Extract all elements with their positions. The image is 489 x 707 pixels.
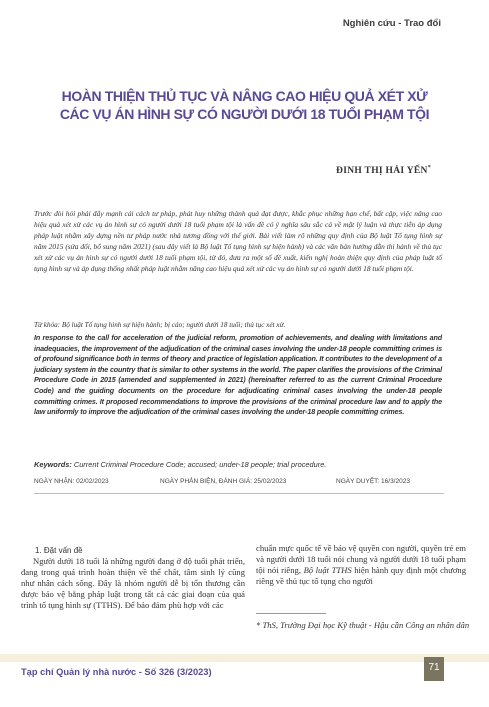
footnote-divider bbox=[256, 613, 326, 614]
divider bbox=[34, 493, 444, 494]
keywords-text: Current Criminal Procedure Code; accused; under-18 people; trial procedure. bbox=[71, 460, 327, 469]
keywords-label: Keywords: bbox=[34, 460, 72, 469]
date-reviewed: NGÀY PHẢN BIỆN, ĐÁNH GIÁ: 25/02/2023 bbox=[160, 478, 287, 485]
date-accepted: NGÀY DUYỆT: 16/3/2023 bbox=[336, 478, 410, 485]
article-title bbox=[20, 87, 469, 123]
keywords-vietnamese: Từ khóa: Bộ luật Tố tụng hình sự hiện hành; bị cáo; người dưới 18 tuổi; thủ tục xét xử. bbox=[34, 321, 286, 329]
journal-name: Tạp chí Quản lý nhà nước - Số 326 (3/2023) bbox=[21, 667, 212, 677]
body-text-emphasis: Bộ luật TTHS bbox=[303, 564, 352, 575]
author-name: ĐINH THỊ HẢI YẾN bbox=[336, 166, 428, 177]
body-text-a: chuẩn mực quốc tế về bảo vệ quyền con người, quyền trẻ em và người dưới 18 tuổi nói chung và người dưới 18 tuổi phạm tội nói riêng, bbox=[256, 543, 466, 575]
date-received: NGÀY NHẬN: 02/02/2023 bbox=[34, 478, 109, 485]
author-footnote-mark: * bbox=[427, 165, 431, 171]
page-number: 71 bbox=[428, 662, 440, 673]
body-column-left: Người dưới 18 tuổi là những người đang ở độ tuổi phát triển, đang trong quá trình hoàn thiện về thể chất, tâm sinh lý cũng như nhân cách sống. Đây là nhóm người dễ bị tổn thương cần được bảo vệ bằng pháp luật trong tất cả các giai đoạn của quá trình tố tụng hình sự (TTHS). Để bảo đảm phù hợp với các bbox=[21, 556, 245, 610]
section-heading: 1. Đặt vấn đề bbox=[35, 546, 83, 555]
author bbox=[336, 165, 431, 176]
page-header bbox=[0, 0, 489, 44]
title-line-1: HOÀN THIỆN THỦ TỤC VÀ NÂNG CAO HIỆU QUẢ XÉT XỬ bbox=[61, 88, 428, 104]
footer-band bbox=[0, 654, 489, 662]
body-column-right bbox=[256, 543, 466, 587]
section-label: Nghiên cứu - Trao đổi bbox=[342, 18, 441, 29]
title-line-2: CÁC VỤ ÁN HÌNH SỰ CÓ NGƯỜI DƯỚI 18 TUỔI PHẠM TỘI bbox=[59, 106, 430, 122]
abstract-vietnamese: Trước đòi hỏi phải đẩy mạnh cải cách tư pháp, phát huy những thành quả đạt được, khắc phục những hạn chế, bất cập, việc nâng cao hiệu quả xét xử các vụ án hình sự có người dưới 18 tuổi phạm tội là vấn đề có ý nghĩa sâu sắc cả về mặt lý luận và thực tiễn áp dụng pháp luật nhằm xây dựng nền tư pháp nước nhà tương đồng với thế giới. Bài viết làm rõ những quy định của Bộ luật Tố tụng hình sự năm 2015 (sửa đổi, bổ sung năm 2021) (sau đây viết là Bộ luật Tố tụng hình sự hiện hành) và các văn bản hướng dẫn thi hành về thủ tục xét xử các vụ án hình sự có người dưới 18 tuổi phạm tội, từ đó, đưa ra một số đề xuất, kiến nghị hoàn thiện quy định của pháp luật tố tụng hình sự và áp dụng thống nhất pháp luật nhằm nâng cao hiệu quả xét xử các vụ án hình sự có người dưới 18 tuổi phạm tội. bbox=[34, 209, 442, 273]
footnote: * ThS, Trường Đại học Kỹ thuật - Hậu cần Công an nhân dân bbox=[256, 620, 470, 630]
abstract-english: In response to the call for acceleration of the judicial reform, promotion of achievements, and dealing with limitations and inadequacies, the improvement of the adjudication of the criminal cases involving the under-18 people committing crimes is of profound significance both in terms of theory and practice of legislation application. It contributes to the development of a judiciary system in the country that is similar to other systems in the world. The paper clarifies the provisions of the Criminal Procedure Code in 2015 (amended and supplemented in 2021) (hereinafter referred to as the current Criminal Procedure Code) and the guiding documents on the procedure for adjudicating criminal cases involving the under-18 people committing crimes. It proposed recommendations to improve the provisions of the criminal procedure law and to apply the law uniformly to improve the adjudication of the criminal cases involving the under-18 people committing crimes. bbox=[34, 333, 442, 417]
body-text-b: hiện hành quy định một chương riêng về thủ tục tố tụng cho người bbox=[256, 564, 466, 586]
keywords-english bbox=[34, 460, 442, 469]
